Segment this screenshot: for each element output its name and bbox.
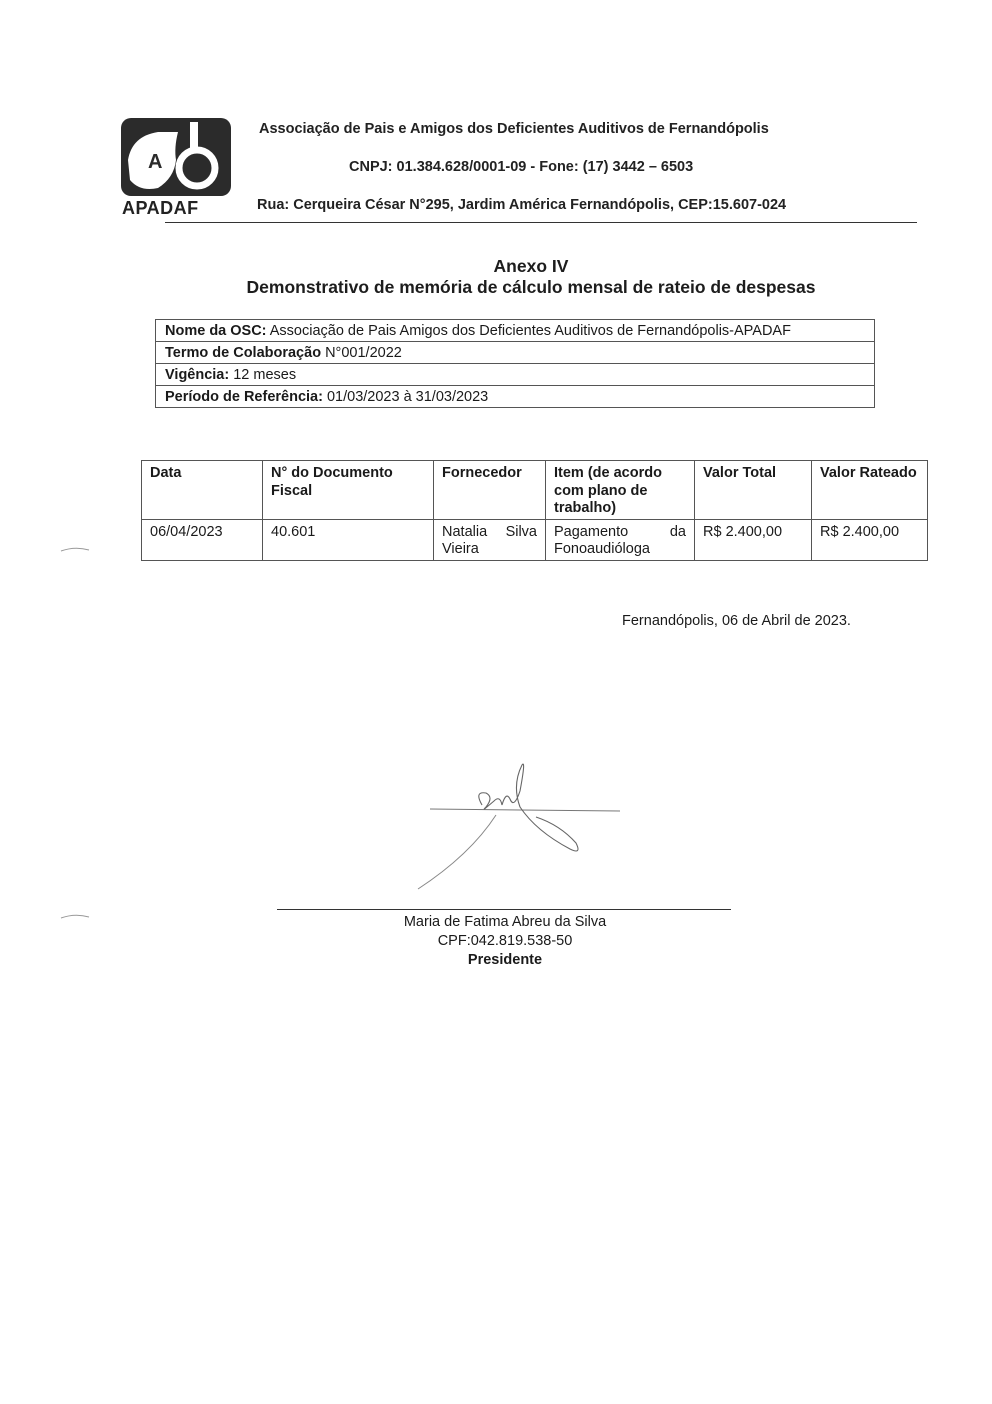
header-divider — [165, 222, 917, 223]
periodo-label: Período de Referência: — [165, 389, 323, 405]
osc-info-box — [155, 319, 875, 408]
signatory-role: Presidente — [467, 952, 543, 968]
table-row — [142, 519, 928, 560]
cell-fornecedor: Natalia Silva Vieira — [434, 519, 546, 560]
periodo-row — [156, 386, 874, 407]
termo-value: N°001/2022 — [325, 345, 402, 361]
cell-data: 06/04/2023 — [142, 519, 263, 560]
logo-text: APADAF — [122, 198, 199, 218]
annex-title: Anexo IV — [493, 256, 569, 276]
expense-table — [141, 460, 928, 561]
table-header-row — [142, 461, 928, 520]
vigencia-label: Vigência: — [165, 367, 230, 383]
cell-item: Pagamento da Fonoaudióloga — [546, 519, 695, 560]
signatory-name: Maria de Fatima Abreu da Silva — [403, 914, 607, 930]
cell-valor-total: R$ 2.400,00 — [695, 519, 812, 560]
place-date: Fernandópolis, 06 de Abril de 2023. — [622, 613, 851, 629]
cell-valor-rateado: R$ 2.400,00 — [812, 519, 928, 560]
org-name: Associação de Pais e Amigos dos Deficientes Auditivos de Fernandópolis — [259, 121, 769, 137]
osc-name-row — [156, 320, 874, 342]
col-header-data: Data — [142, 461, 263, 520]
vigencia-row — [156, 364, 874, 386]
col-header-fornecedor: Fornecedor — [434, 461, 546, 520]
signatory-cpf: CPF:042.819.538-50 — [437, 933, 573, 949]
col-header-item: Item (de acordo com plano de trabalho) — [546, 461, 695, 520]
osc-name-label: Nome da OSC: — [165, 323, 267, 339]
cell-documento: 40.601 — [263, 519, 434, 560]
handwritten-signature — [410, 755, 630, 895]
termo-row — [156, 342, 874, 364]
margin-mark — [60, 546, 90, 552]
annex-subtitle: Demonstrativo de memória de cálculo mensal de rateio de despesas — [246, 277, 816, 297]
vigencia-value: 12 meses — [233, 367, 297, 383]
col-header-valor-rateado: Valor Rateado — [812, 461, 928, 520]
org-address: Rua: Cerqueira César N°295, Jardim América Fernandópolis, CEP:15.607-024 — [257, 197, 787, 213]
signature-line — [277, 909, 731, 910]
osc-name-value: Associação de Pais Amigos dos Deficientes Auditivos de Fernandópolis-APADAF — [269, 323, 791, 339]
org-cnpj-phone: CNPJ: 01.384.628/0001-09 - Fone: (17) 3442 – 6503 — [349, 159, 694, 175]
termo-label: Termo de Colaboração — [165, 345, 322, 361]
col-header-valor-total: Valor Total — [695, 461, 812, 520]
periodo-value: 01/03/2023 à 31/03/2023 — [326, 389, 489, 405]
col-header-documento: N° do Documento Fiscal — [263, 461, 434, 520]
logo-letter-a: A — [148, 151, 163, 173]
apadaf-logo — [118, 118, 234, 218]
